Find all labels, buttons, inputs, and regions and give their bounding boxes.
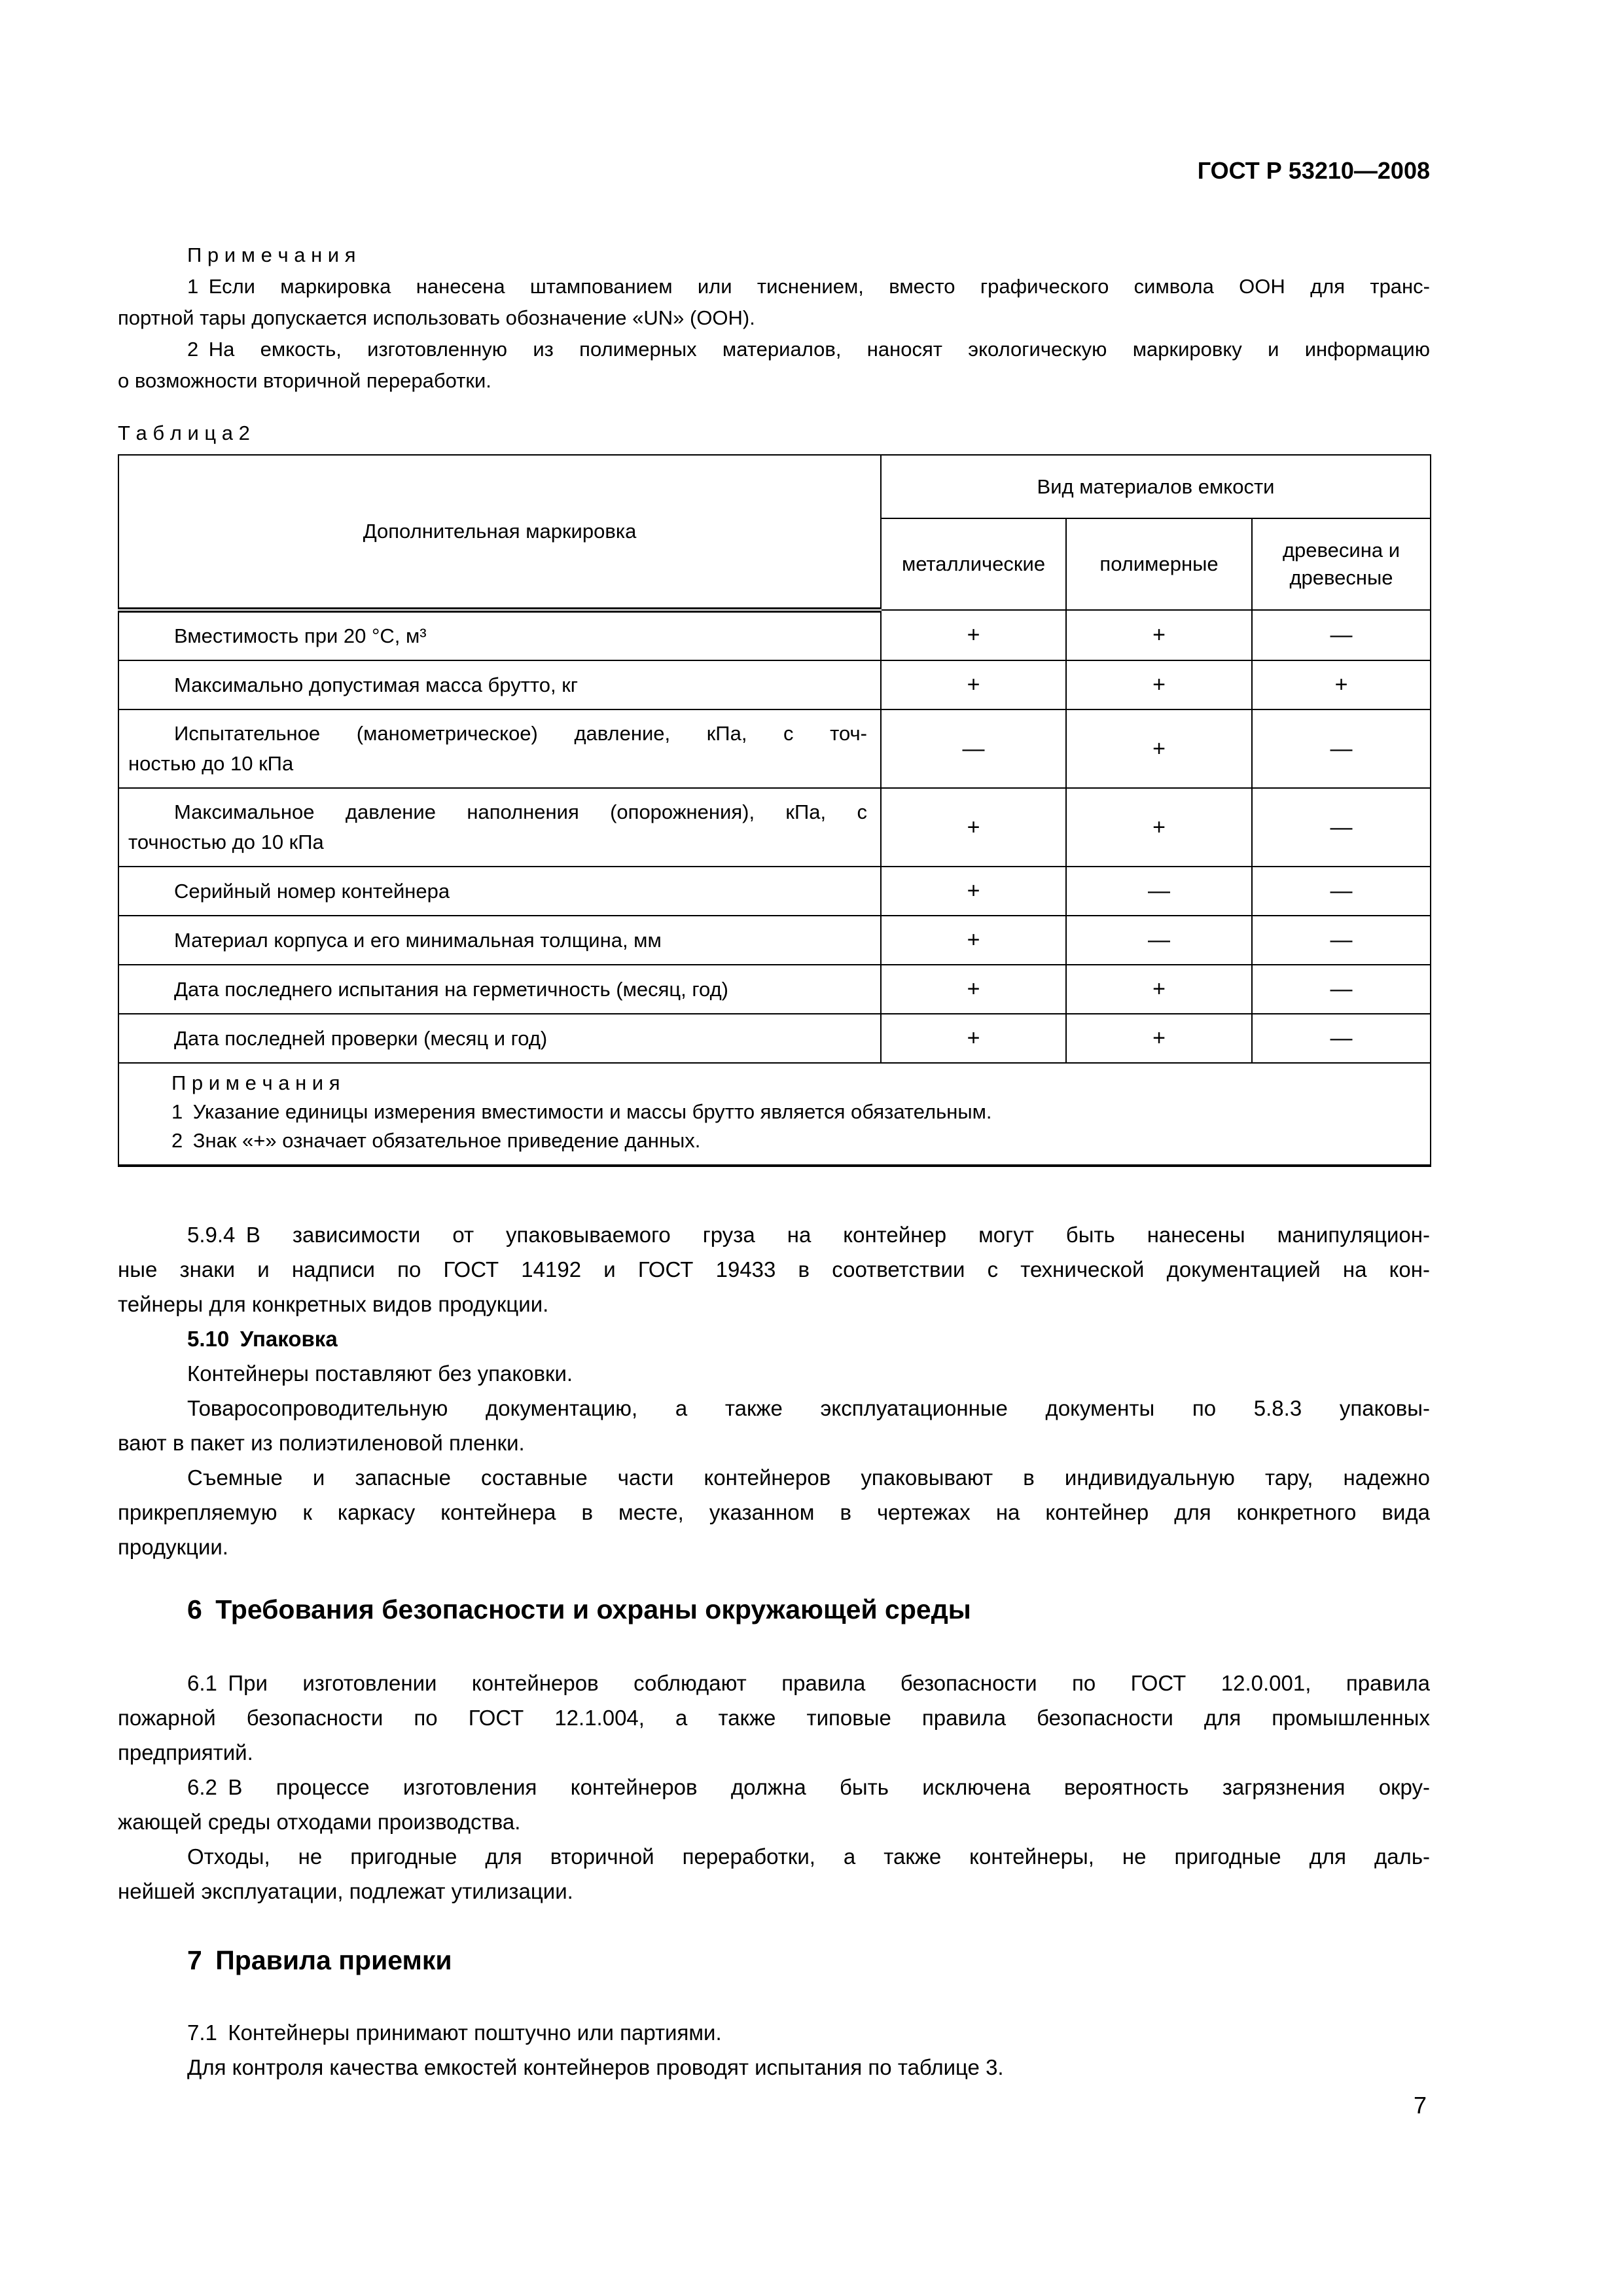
row-value-cell: — [1252, 709, 1431, 788]
text-line: Материал корпуса и его минимальная толщина, мм [174, 928, 662, 952]
row-value-cell: + [1066, 965, 1252, 1014]
text-line: Контейнеры поставляют без упаковки. [187, 1361, 573, 1386]
section-heading-6: 6 Требования безопасности и охраны окружающей среды [187, 1594, 971, 1624]
text-line: жающей среды отходами производства. [118, 1810, 521, 1834]
paragraph-6-1 [118, 1666, 1430, 1770]
text-line: 6.1 При изготовлении контейнеров соблюдают правила безопасности по ГОСТ 12.0.001, правила [187, 1671, 1430, 1695]
text-line: предприятий. [118, 1740, 253, 1765]
table-row [118, 709, 1431, 788]
row-value-cell: + [881, 965, 1066, 1014]
row-label-cell [118, 788, 881, 867]
notes-title: П р и м е ч а н и я [187, 243, 356, 266]
row-value-cell: — [1252, 867, 1431, 916]
paragraph-spare-parts [118, 1460, 1430, 1564]
column-header-polymer: полимерные [1066, 518, 1252, 610]
text-line: портной тары допускается использовать обозначение «UN» (ООН). [118, 306, 755, 329]
note-item [118, 334, 1430, 397]
row-label-cell [118, 660, 881, 709]
table-row [118, 867, 1431, 916]
row-label-cell [118, 867, 881, 916]
row-value-cell: + [1066, 709, 1252, 788]
row-value-cell: — [1066, 867, 1252, 916]
column-header-wood: древесина и древесные [1252, 518, 1431, 610]
row-value-cell: — [1252, 916, 1431, 965]
subheading-5-10 [118, 1321, 1430, 1356]
row-value-cell: + [881, 660, 1066, 709]
top-notes [118, 240, 1430, 397]
row-value-cell: — [881, 709, 1066, 788]
row-label-cell [118, 709, 881, 788]
text-line: нейшей эксплуатации, подлежат утилизации. [118, 1879, 573, 1903]
text-line: Испытательное (манометрическое) давление, кПа, с точ- [174, 722, 867, 745]
row-value-cell: — [1252, 610, 1431, 660]
text-line: 2 На емкость, изготовленную из полимерных материалов, наносят экологическую маркировку и информацию [187, 338, 1430, 361]
text-line: 5.10 Упаковка [187, 1327, 338, 1351]
text-line: Максимально допустимая масса брутто, кг [174, 673, 579, 696]
column-header-metallic: металлические [881, 518, 1066, 610]
table-2 [118, 454, 1431, 1167]
text-line: Максимальное давление наполнения (опорожнения), кПа, с [174, 800, 867, 823]
paragraph-quality-control [118, 2050, 1430, 2085]
table-row [118, 610, 1431, 660]
row-value-cell: + [1066, 610, 1252, 660]
text-line: ные знаки и надписи по ГОСТ 14192 и ГОСТ 19433 в соответствии с технической документацией на кон- [118, 1257, 1430, 1282]
table-label: Т а б л и ц а 2 [118, 422, 250, 444]
row-value-cell: — [1252, 965, 1431, 1014]
text-line: Отходы, не пригодные для вторичной переработки, а также контейнеры, не пригодные для даль- [187, 1844, 1430, 1869]
table-row [118, 965, 1431, 1014]
paragraph-6-2 [118, 1770, 1430, 1839]
text-line: 1 Если маркировка нанесена штампованием или тиснением, вместо графического символа ООН для транс- [187, 275, 1430, 298]
text-line: Товаросопроводительную документацию, а также эксплуатационные документы по 5.8.3 упаковы- [187, 1396, 1430, 1420]
row-value-cell: + [881, 916, 1066, 965]
row-value-cell: + [881, 788, 1066, 867]
row-value-cell: + [881, 610, 1066, 660]
page-number: 7 [1413, 2092, 1427, 2119]
row-value-cell: + [1252, 660, 1431, 709]
row-value-cell: — [1252, 788, 1431, 867]
document-code: ГОСТ Р 53210—2008 [1197, 157, 1430, 184]
row-label-cell [118, 610, 881, 660]
row-value-cell: + [1066, 1014, 1252, 1063]
paragraph-7-1 [118, 2015, 1430, 2050]
text-line: прикрепляемую к каркасу контейнера в месте, указанном в чертежах на контейнер для конкретного вида [118, 1500, 1430, 1524]
table-notes-title: П р и м е ч а н и я [171, 1071, 340, 1094]
table-row [118, 916, 1431, 965]
text-line: пожарной безопасности по ГОСТ 12.1.004, а также типовые правила безопасности для промышленных [118, 1706, 1430, 1730]
text-line: Съемные и запасные составные части контейнеров упаковывают в индивидуальную тару, надежно [187, 1465, 1430, 1490]
table-note-item: 1 Указание единицы измерения вместимости и массы брутто является обязательным. [171, 1100, 992, 1123]
table-note-item: 2 Знак «+» означает обязательное приведение данных. [171, 1129, 701, 1152]
text-line: тейнеры для конкретных видов продукции. [118, 1292, 549, 1316]
table-notes [118, 1063, 1431, 1166]
text-line: точностью до 10 кПа [128, 831, 324, 853]
row-value-cell: + [881, 1014, 1066, 1063]
column-header-marking: Дополнительная маркировка [118, 455, 881, 610]
row-label-cell [118, 965, 881, 1014]
row-value-cell: — [1252, 1014, 1431, 1063]
table-header-row [118, 455, 1431, 518]
paragraph-supply [118, 1356, 1430, 1391]
text-line: ностью до 10 кПа [128, 752, 294, 775]
row-value-cell: + [881, 867, 1066, 916]
table-row [118, 660, 1431, 709]
body-content [118, 1217, 1430, 2085]
text-line: вают в пакет из полиэтиленовой пленки. [118, 1431, 525, 1455]
row-value-cell: + [1066, 788, 1252, 867]
column-group-header: Вид материалов емкости [881, 455, 1431, 518]
text-line: Вместимость при 20 °С, м³ [174, 624, 427, 647]
text-line: Дата последней проверки (месяц и год) [174, 1026, 548, 1050]
text-line: 7.1 Контейнеры принимают поштучно или партиями. [187, 2020, 722, 2045]
paragraph-5-9-4 [118, 1217, 1430, 1321]
text-line: продукции. [118, 1535, 228, 1559]
section-heading-7: 7 Правила приемки [187, 1945, 452, 1975]
text-line: Дата последнего испытания на герметичность (месяц, год) [174, 977, 729, 1001]
text-line: о возможности вторичной переработки. [118, 369, 491, 392]
text-line: 6.2 В процессе изготовления контейнеров должна быть исключена вероятность загрязнения окру- [187, 1775, 1430, 1799]
row-label-cell [118, 1014, 881, 1063]
note-item [118, 271, 1430, 334]
table-row [118, 788, 1431, 867]
table-row [118, 1014, 1431, 1063]
text-line: Для контроля качества емкостей контейнеров проводят испытания по таблице 3. [187, 2055, 1004, 2079]
paragraph-waste [118, 1839, 1430, 1909]
table-body [118, 610, 1431, 1063]
text-line: Серийный номер контейнера [174, 879, 450, 903]
row-label-cell [118, 916, 881, 965]
text-line: 5.9.4 В зависимости от упаковываемого груза на контейнер могут быть нанесены манипуляцион- [187, 1223, 1430, 1247]
row-value-cell: + [1066, 660, 1252, 709]
row-value-cell: — [1066, 916, 1252, 965]
table-notes-row [118, 1063, 1431, 1166]
paragraph-documents [118, 1391, 1430, 1460]
